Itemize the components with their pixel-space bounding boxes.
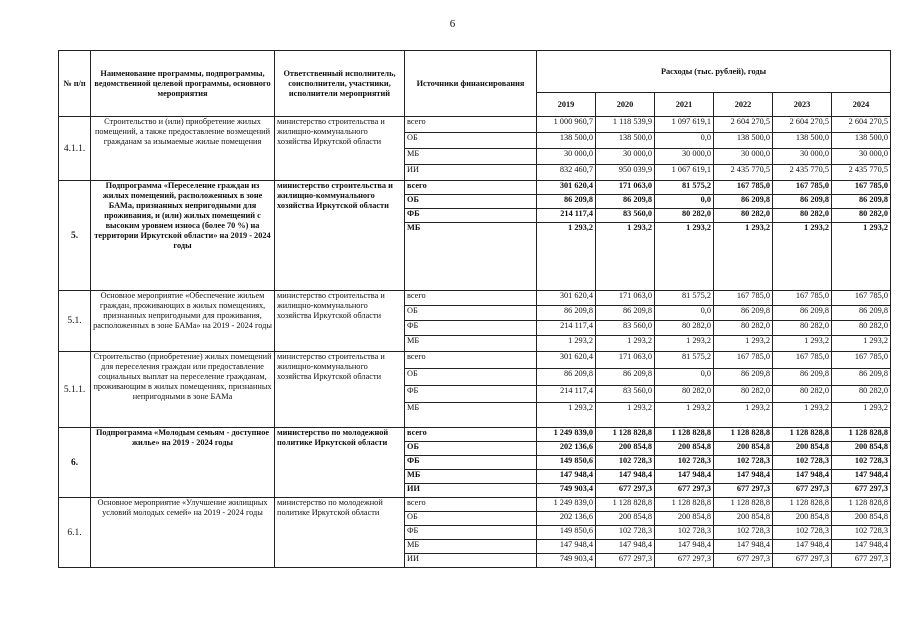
expense-value: 677 297,3 — [832, 484, 891, 498]
expense-value: 149 850,6 — [537, 526, 596, 540]
expense-value: 147 948,4 — [832, 540, 891, 554]
expense-value: 147 948,4 — [773, 540, 832, 554]
page-number: 6 — [449, 18, 456, 30]
expense-value: 832 460,7 — [537, 165, 596, 181]
expense-value: 1 128 828,8 — [773, 498, 832, 512]
expense-value: 81 575,2 — [655, 291, 714, 306]
expense-value: 83 560,0 — [596, 321, 655, 336]
table-row — [59, 117, 891, 133]
expense-value: 1 128 828,8 — [596, 428, 655, 442]
expense-value: 86 209,8 — [832, 306, 891, 321]
expense-value: 80 282,0 — [655, 209, 714, 223]
expense-value: 167 785,0 — [714, 181, 773, 195]
funding-source: ФБ — [405, 209, 537, 223]
expense-value: 200 854,8 — [773, 512, 832, 526]
funding-source: ОБ — [405, 306, 537, 321]
expense-value: 1 293,2 — [714, 403, 773, 428]
expense-value: 677 297,3 — [655, 554, 714, 568]
expense-value: 0,0 — [655, 133, 714, 149]
funding-source: МБ — [405, 336, 537, 352]
expense-value: 1 293,2 — [655, 336, 714, 352]
header-no: № п/п — [59, 51, 91, 117]
expense-value: 1 097 619,1 — [655, 117, 714, 133]
row-code: 6. — [59, 428, 91, 498]
header-year: 2024 — [832, 93, 891, 117]
expense-value: 1 293,2 — [714, 336, 773, 352]
funding-source: ОБ — [405, 369, 537, 386]
funding-source: МБ — [405, 470, 537, 484]
header-row — [59, 51, 891, 93]
expense-value: 0,0 — [655, 306, 714, 321]
expense-value: 86 209,8 — [714, 306, 773, 321]
row-name: Строительство (приобретение) жилых помещений для переселения граждан или предоставление социальных выплат на переселение гражданам, проживающим в жилых помещениях, признанных непригодными в зоне БАМа — [91, 352, 275, 428]
funding-source: ФБ — [405, 456, 537, 470]
table-row — [59, 498, 891, 512]
expense-value: 147 948,4 — [655, 470, 714, 484]
expense-value: 214 117,4 — [537, 209, 596, 223]
expense-value: 0,0 — [655, 369, 714, 386]
expense-value: 200 854,8 — [832, 442, 891, 456]
row-executor: министерство строительства и жилищно-коммунального хозяйства Иркутской области — [275, 291, 405, 352]
row-name: Подпрограмма «Молодым семьям - доступное жилье» на 2019 - 2024 годы — [91, 428, 275, 498]
expense-value: 1 249 839,0 — [537, 498, 596, 512]
funding-source: всего — [405, 117, 537, 133]
expense-value: 677 297,3 — [714, 554, 773, 568]
table-row — [59, 181, 891, 195]
expense-value: 147 948,4 — [596, 540, 655, 554]
expense-value: 1 293,2 — [773, 403, 832, 428]
expense-value: 2 435 770,5 — [714, 165, 773, 181]
expense-value: 147 948,4 — [655, 540, 714, 554]
expense-value: 677 297,3 — [773, 554, 832, 568]
expense-value: 138 500,0 — [773, 133, 832, 149]
expense-value: 30 000,0 — [714, 149, 773, 165]
expense-value: 167 785,0 — [773, 291, 832, 306]
expense-value: 80 282,0 — [832, 386, 891, 403]
expense-value: 301 620,4 — [537, 352, 596, 369]
expense-value: 147 948,4 — [773, 470, 832, 484]
expense-value: 138 500,0 — [537, 133, 596, 149]
expense-value: 167 785,0 — [832, 352, 891, 369]
expense-value: 677 297,3 — [773, 484, 832, 498]
expense-value: 1 293,2 — [596, 336, 655, 352]
expense-value: 1 128 828,8 — [596, 498, 655, 512]
header-year: 2019 — [537, 93, 596, 117]
expense-value: 102 728,3 — [773, 456, 832, 470]
expense-value: 1 128 828,8 — [832, 498, 891, 512]
expense-value: 1 293,2 — [773, 336, 832, 352]
expense-value: 202 136,6 — [537, 512, 596, 526]
expense-value: 147 948,4 — [537, 540, 596, 554]
header-source: Источники финансирования — [405, 51, 537, 117]
expense-value: 1 293,2 — [832, 223, 891, 291]
funding-source: ОБ — [405, 195, 537, 209]
expense-value: 102 728,3 — [832, 526, 891, 540]
row-name: Основное мероприятие «Улучшение жилищных условий молодых семей» на 2019 - 2024 годы — [91, 498, 275, 568]
expense-value: 102 728,3 — [596, 526, 655, 540]
expense-value: 147 948,4 — [596, 470, 655, 484]
row-name: Подпрограмма «Переселение граждан из жилых помещений, расположенных в зоне БАМа, признанных непригодными для проживания, и (или) жилых помещений с высоким уровнем износа (более 70 %) на территории Иркутской области» на 2019 - 2024 годы — [91, 181, 275, 291]
expense-value: 86 209,8 — [832, 369, 891, 386]
expense-value: 80 282,0 — [773, 321, 832, 336]
expense-value: 30 000,0 — [596, 149, 655, 165]
expense-value: 200 854,8 — [596, 512, 655, 526]
expense-value: 171 063,0 — [596, 181, 655, 195]
expense-value: 80 282,0 — [714, 321, 773, 336]
expense-value: 80 282,0 — [773, 386, 832, 403]
expense-value: 202 136,6 — [537, 442, 596, 456]
header-year: 2023 — [773, 93, 832, 117]
expense-value: 1 128 828,8 — [655, 428, 714, 442]
expense-value: 86 209,8 — [773, 369, 832, 386]
expense-value: 102 728,3 — [655, 456, 714, 470]
funding-source: всего — [405, 428, 537, 442]
row-code: 5.1.1. — [59, 352, 91, 428]
expense-value: 677 297,3 — [596, 484, 655, 498]
expense-value: 677 297,3 — [714, 484, 773, 498]
expense-value: 80 282,0 — [832, 321, 891, 336]
expense-value: 1 293,2 — [537, 403, 596, 428]
expense-value: 1 118 539,9 — [596, 117, 655, 133]
row-code: 5. — [59, 181, 91, 291]
expense-value: 138 500,0 — [596, 133, 655, 149]
expense-value: 1 293,2 — [773, 223, 832, 291]
expense-value: 102 728,3 — [714, 456, 773, 470]
expense-value: 30 000,0 — [832, 149, 891, 165]
expense-value: 1 293,2 — [832, 336, 891, 352]
expense-value: 138 500,0 — [714, 133, 773, 149]
row-executor: министерство по молодежной политике Иркутской области — [275, 498, 405, 568]
expense-value: 102 728,3 — [832, 456, 891, 470]
expense-value: 1 128 828,8 — [714, 428, 773, 442]
expense-value: 1 000 960,7 — [537, 117, 596, 133]
expense-value: 147 948,4 — [537, 470, 596, 484]
expense-value: 167 785,0 — [832, 291, 891, 306]
expense-value: 200 854,8 — [596, 442, 655, 456]
expense-value: 2 435 770,5 — [832, 165, 891, 181]
expense-value: 1 293,2 — [537, 336, 596, 352]
funding-source: ОБ — [405, 133, 537, 149]
header-name: Наименование программы, подпрограммы, ведомственной целевой программы, основного мероприятия — [91, 51, 275, 117]
row-code: 5.1. — [59, 291, 91, 352]
expense-value: 1 293,2 — [596, 403, 655, 428]
expense-value: 167 785,0 — [773, 352, 832, 369]
expense-value: 301 620,4 — [537, 181, 596, 195]
expense-value: 677 297,3 — [655, 484, 714, 498]
funding-source: всего — [405, 181, 537, 195]
row-executor: министерство строительства и жилищно-коммунального хозяйства Иркутской области — [275, 181, 405, 291]
expense-value: 214 117,4 — [537, 386, 596, 403]
expense-value: 1 128 828,8 — [773, 428, 832, 442]
expense-value: 200 854,8 — [773, 442, 832, 456]
expense-value: 86 209,8 — [537, 306, 596, 321]
header-year: 2021 — [655, 93, 714, 117]
expense-value: 301 620,4 — [537, 291, 596, 306]
expense-value: 86 209,8 — [596, 306, 655, 321]
expense-value: 200 854,8 — [655, 442, 714, 456]
table-row — [59, 352, 891, 369]
expense-value: 86 209,8 — [773, 306, 832, 321]
row-code: 4.1.1. — [59, 117, 91, 181]
expense-value: 102 728,3 — [596, 456, 655, 470]
expense-value: 149 850,6 — [537, 456, 596, 470]
funding-source: всего — [405, 352, 537, 369]
expense-value: 2 604 270,5 — [714, 117, 773, 133]
expense-value: 749 903,4 — [537, 484, 596, 498]
expense-value: 102 728,3 — [655, 526, 714, 540]
funding-source: всего — [405, 291, 537, 306]
expense-value: 86 209,8 — [773, 195, 832, 209]
funding-source: ОБ — [405, 512, 537, 526]
row-executor: министерство строительства и жилищно-коммунального хозяйства Иркутской области — [275, 117, 405, 181]
funding-source: МБ — [405, 223, 537, 291]
expense-value: 1 067 619,1 — [655, 165, 714, 181]
expense-value: 677 297,3 — [832, 554, 891, 568]
expense-value: 147 948,4 — [714, 540, 773, 554]
header-year: 2020 — [596, 93, 655, 117]
funding-source: МБ — [405, 149, 537, 165]
expense-value: 1 293,2 — [537, 223, 596, 291]
header-year: 2022 — [714, 93, 773, 117]
expense-value: 80 282,0 — [655, 386, 714, 403]
expense-value: 167 785,0 — [714, 352, 773, 369]
expense-value: 86 209,8 — [714, 369, 773, 386]
expense-value: 1 128 828,8 — [714, 498, 773, 512]
funding-source: ИИ — [405, 554, 537, 568]
funding-source: ИИ — [405, 484, 537, 498]
expense-value: 1 128 828,8 — [655, 498, 714, 512]
expense-value: 30 000,0 — [537, 149, 596, 165]
expense-value: 83 560,0 — [596, 386, 655, 403]
expense-value: 86 209,8 — [596, 369, 655, 386]
expense-value: 86 209,8 — [537, 369, 596, 386]
expense-value: 80 282,0 — [714, 209, 773, 223]
expense-value: 81 575,2 — [655, 352, 714, 369]
expense-value: 749 903,4 — [537, 554, 596, 568]
row-code: 6.1. — [59, 498, 91, 568]
funding-source: ФБ — [405, 321, 537, 336]
expense-value: 81 575,2 — [655, 181, 714, 195]
expense-value: 171 063,0 — [596, 291, 655, 306]
expense-value: 30 000,0 — [655, 149, 714, 165]
expense-value: 167 785,0 — [714, 291, 773, 306]
expense-value: 200 854,8 — [714, 442, 773, 456]
expense-value: 80 282,0 — [832, 209, 891, 223]
funding-source: МБ — [405, 540, 537, 554]
expense-value: 102 728,3 — [773, 526, 832, 540]
expense-value: 167 785,0 — [773, 181, 832, 195]
expense-value: 80 282,0 — [773, 209, 832, 223]
expense-value: 677 297,3 — [596, 554, 655, 568]
expense-value: 138 500,0 — [832, 133, 891, 149]
row-executor: министерство строительства и жилищно-коммунального хозяйства Иркутской области — [275, 352, 405, 428]
expense-value: 86 209,8 — [537, 195, 596, 209]
expense-value: 167 785,0 — [832, 181, 891, 195]
expense-value: 1 293,2 — [655, 223, 714, 291]
expense-value: 171 063,0 — [596, 352, 655, 369]
expense-value: 2 435 770,5 — [773, 165, 832, 181]
header-expenses: Расходы (тыс. рублей), годы — [537, 51, 891, 93]
funding-source: ОБ — [405, 442, 537, 456]
expense-value: 83 560,0 — [596, 209, 655, 223]
funding-source: ФБ — [405, 386, 537, 403]
expense-value: 1 293,2 — [832, 403, 891, 428]
row-name: Строительство и (или) приобретение жилых помещений, а также предоставление возмещений гражданам за изымаемые жилые помещения — [91, 117, 275, 181]
expense-value: 1 293,2 — [714, 223, 773, 291]
expense-value: 86 209,8 — [832, 195, 891, 209]
expense-value: 0,0 — [655, 195, 714, 209]
table-row — [59, 428, 891, 442]
expense-value: 30 000,0 — [773, 149, 832, 165]
row-executor: министерство по молодежной политике Иркутской области — [275, 428, 405, 498]
funding-source: ФБ — [405, 526, 537, 540]
expense-value: 214 117,4 — [537, 321, 596, 336]
table-row — [59, 291, 891, 306]
funding-source: всего — [405, 498, 537, 512]
expense-value: 2 604 270,5 — [832, 117, 891, 133]
expense-value: 80 282,0 — [714, 386, 773, 403]
funding-source: МБ — [405, 403, 537, 428]
expense-value: 86 209,8 — [596, 195, 655, 209]
row-name: Основное мероприятие «Обеспечение жильем граждан, проживающих в жилых помещениях, признанных непригодными для проживания, расположенных в зоне БАМа» на 2019 - 2024 годы — [91, 291, 275, 352]
expense-value: 1 293,2 — [655, 403, 714, 428]
expense-value: 1 293,2 — [596, 223, 655, 291]
expense-value: 102 728,3 — [714, 526, 773, 540]
expense-value: 147 948,4 — [832, 470, 891, 484]
expense-value: 147 948,4 — [714, 470, 773, 484]
expense-value: 200 854,8 — [655, 512, 714, 526]
funding-source: ИИ — [405, 165, 537, 181]
expense-value: 950 039,9 — [596, 165, 655, 181]
expense-value: 200 854,8 — [714, 512, 773, 526]
expense-value: 86 209,8 — [714, 195, 773, 209]
financing-table — [58, 50, 891, 568]
expense-value: 80 282,0 — [655, 321, 714, 336]
expense-value: 2 604 270,5 — [773, 117, 832, 133]
header-executor: Ответственный исполнитель, соисполнители, участники, исполнители мероприятий — [275, 51, 405, 117]
expense-value: 1 128 828,8 — [832, 428, 891, 442]
expense-value: 200 854,8 — [832, 512, 891, 526]
expense-value: 1 249 839,0 — [537, 428, 596, 442]
